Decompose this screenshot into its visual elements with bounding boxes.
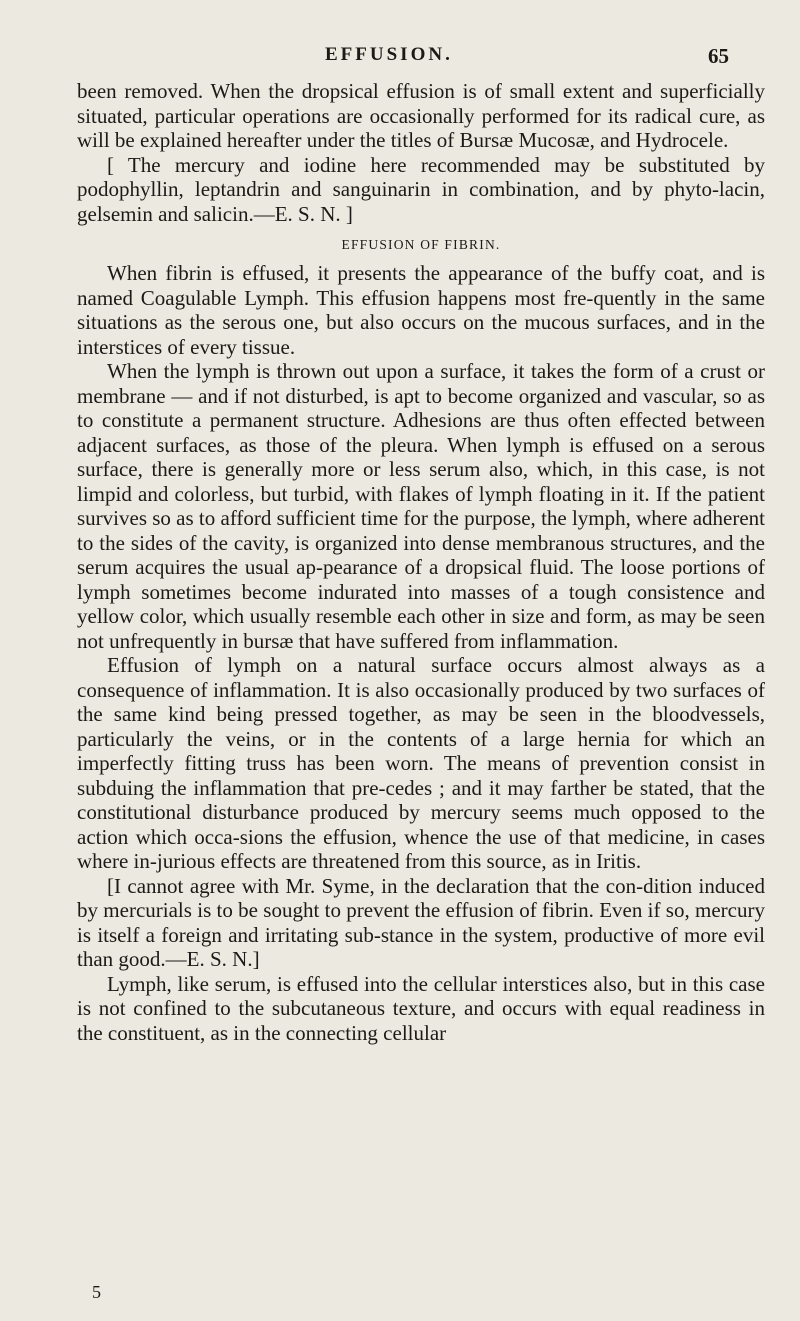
paragraph-lymph-surface: When the lymph is thrown out upon a surface, it takes the form of a crust or membrane — and if not disturbed, is apt to become organized and vascular, so as to constitute a permanent structure. Adhesions are thus often effected between adjacent surfaces, as those of the pleura. When lymph is effused on a serous surface, there is generally more or less serum also, which, in this case, is not limpid and colorless, but turbid, with flakes of lymph floating in it. If the patient survives so as to afford sufficient time for the purpose, the lymph, where adherent to the sides of the cavity, is organized into dense membranous structures, and the serum acquires the usual ap-pearance of a dropsical fluid. The loose portions of lymph sometimes become indurated into masses of a tough consistence and yellow color, which usually resemble each other in size and form, as may be seen not unfrequently in bursæ that have suffered from inflammation. — [77, 359, 765, 653]
paragraph-fibrin-intro: When fibrin is effused, it presents the appearance of the buffy coat, and is named Coagulable Lymph. This effusion happens most fre-quently in the same situations as the serous one, but also occurs on the mucous surfaces, and in the interstices of every tissue. — [77, 261, 765, 359]
editor-note-bracket: [ The mercury and iodine here recommended may be substituted by podophyllin, leptandrin and sanguinarin in combination, and by phyto-lacin, gelsemin and salicin.—E. S. N. ] — [77, 152, 765, 226]
paragraph-lymph-cellular: Lymph, like serum, is effused into the cellular interstices also, but in this case is not confined to the subcutaneous texture, and occurs with equal readiness in the constituent, as in the connecting cellular — [77, 971, 765, 1045]
running-title: EFFUSION. — [325, 44, 453, 65]
paragraph-effusion-inflammation: Effusion of lymph on a natural surface occurs almost always as a consequence of inflammation. It is also occasionally produced by two surfaces of the same kind being pressed together, as may be seen in the bloodvessels, particularly the veins, or in the contents of a large hernia for which an imperfectly fitting truss has been worn. The means of prevention consist in subduing the inflammation that pre-cedes ; and it may farther be stated, that the constitutional disturbance produced by mercury seems much opposed to the action which occa-sions the effusion, whence the use of that medicine, in cases where in-jurious effects are threatened from this source, as in Iritis. — [77, 653, 765, 873]
page-number: 65 — [708, 44, 729, 68]
paragraph-continuation: been removed. When the dropsical effusion is of small extent and superficially situated, particular operations are occasionally performed for its radical cure, as will be explained hereafter under the titles of Bursæ Mucosæ, and Hydrocele. — [77, 79, 765, 152]
section-heading: EFFUSION OF FIBRIN. — [341, 237, 501, 252]
body-text — [77, 79, 765, 1045]
signature-mark: 5 — [92, 1282, 101, 1302]
running-head — [0, 44, 800, 74]
editor-note-mercury: [I cannot agree with Mr. Syme, in the declaration that the con-dition induced by mercurials is to be sought to prevent the effusion of fibrin. Even if so, mercury is itself a foreign and irritating sub-stance in the system, productive of more evil than good.—E. S. N.] — [77, 873, 765, 971]
